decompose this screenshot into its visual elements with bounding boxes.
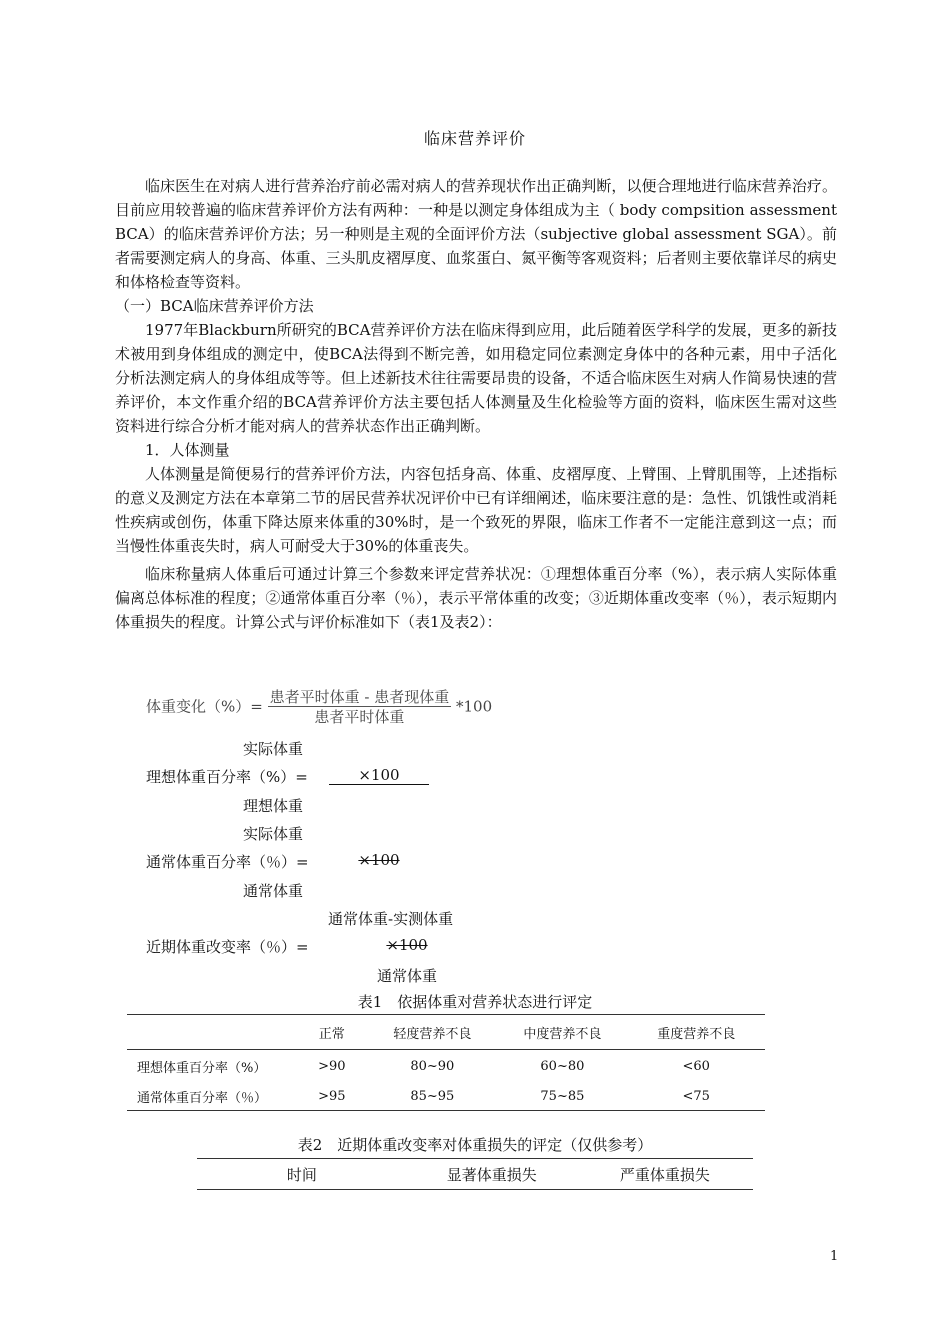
subsection-heading-anthropometry: 1．人体测量 — [145, 441, 230, 459]
section-heading-bca: （一）BCA临床营养评价方法 — [115, 297, 314, 315]
anthropometry-paragraph: 人体测量是简便易行的营养评价方法，内容包括身高、体重、皮褶厚度、上臂围、上臂肌围等，上述指标的意义及测定方法在本章第二节的居民营养状况评价中已有详细阐述，临床要注意的是：急性、饥饿性或消耗性疾病或创伤，体重下降达原来体重的30%时，是一个致死的界限，临床工作者不一定能注意到这一点；而当慢性体重丧失时，病人可耐受大于30%的体重丧失。 — [115, 465, 837, 555]
formula-weight-change-suffix: *100 — [456, 697, 493, 716]
formula-recent-label: 近期体重改变率（％）= — [146, 938, 309, 956]
formula-weight-change-fraction — [268, 688, 452, 727]
table-header-cell: 重度营养不良 — [627, 1015, 765, 1050]
table-header-cell: 严重体重损失 — [619, 1165, 710, 1184]
formula-weight-change — [146, 688, 492, 727]
table-cell: >90 — [318, 1058, 346, 1074]
weight-paragraph: 临床称量病人体重后可通过计算三个参数来评定营养状况：①理想体重百分率（%），表示病人实际体重偏离总体标准的程度；②通常体重百分率（％），表示平常体重的改变；③近期体重改变率（％），表示短期内体重损失的程度。计算公式与评价标准如下（表1及表2）： — [115, 565, 837, 631]
formula-usual-label: 通常体重百分率（％）= — [146, 853, 309, 871]
formula-ideal-label: 理想体重百分率（%）= — [146, 768, 308, 786]
table2-caption: 表2 近期体重改变率对体重损失的评定（仅供参考） — [297, 1136, 653, 1154]
page-number: 1 — [830, 1249, 839, 1264]
table-header-cell: 轻度营养不良 — [367, 1015, 497, 1050]
table-cell: 理想体重百分率（%） — [137, 1060, 267, 1076]
table-cell: 80~90 — [410, 1058, 455, 1074]
table-row — [127, 1082, 765, 1111]
table-cell: 通常体重百分率（％） — [137, 1090, 268, 1106]
table-cell: 75~85 — [540, 1088, 585, 1104]
formula-ideal-bottom: 理想体重 — [243, 797, 304, 815]
table-header-cell: 正常 — [296, 1015, 367, 1050]
table-cell: 60~80 — [540, 1058, 585, 1074]
formula-numerator: 患者平时体重 - 患者现体重 — [269, 688, 450, 706]
formula-recent-top: 通常体重-实测体重 — [328, 910, 454, 928]
formula-usual-multiplier: ×100 — [358, 851, 400, 869]
table-header-row — [127, 1015, 765, 1050]
formula-denominator: 患者平时体重 — [314, 708, 405, 726]
table-cell: <75 — [682, 1088, 710, 1104]
formula-recent-bottom: 通常体重 — [377, 967, 438, 985]
formula-ideal-top: 实际体重 — [243, 740, 304, 758]
bca-paragraph: 1977年Blackburn所研究的BCA营养评价方法在临床得到应用，此后随着医学科学的发展，更多的新技术被用到身体组成的测定中，使BCA法得到不断完善，如用稳定同位素测定身体中的各种元素，用中子活化分析法测定病人的身体组成等等。但上述新技术往往需要昂贵的设备，不适合临床医生对病人作简易快速的营养评价，本文作重介绍的BCA营养评价方法主要包括人体测量及生化检验等方面的资料，临床医生需对这些资料进行综合分析才能对病人的营养状态作出正确判断。 — [115, 321, 837, 435]
table-header-cell: 中度营养不良 — [497, 1015, 627, 1050]
table-header-cell — [127, 1015, 296, 1050]
table-weight-nutrition-status — [127, 1014, 765, 1111]
table-cell: <60 — [682, 1058, 710, 1074]
table-cell: >95 — [318, 1088, 346, 1104]
formula-weight-change-label: 体重变化（%）= — [146, 697, 263, 716]
table-row — [127, 1050, 765, 1083]
page-title: 临床营养评价 — [423, 129, 526, 148]
table-header-cell: 显著体重损失 — [446, 1165, 537, 1184]
formula-usual-bottom: 通常体重 — [243, 882, 304, 900]
table-header-cell: 时间 — [286, 1165, 317, 1184]
intro-paragraph: 临床医生在对病人进行营养治疗前必需对病人的营养现状作出正确判断，以便合理地进行临床营养治疗。目前应用较普遍的临床营养评价方法有两种：一种是以测定身体组成为主（ body compsition assessment BCA）的临床营养评价方法；另一种则是主观的全面评价方法（subjective global assessment SGA）。前者需要测定病人的身高、体重、三头肌皮褶厚度、血浆蛋白、氮平衡等客观资料；后者则主要依靠详尽的病史和体格检查等资料。 — [115, 177, 837, 291]
formula-ideal-multiplier: ×100 — [329, 766, 429, 785]
table1-caption: 表1 依据体重对营养状态进行评定 — [357, 993, 593, 1011]
formula-usual-top: 实际体重 — [243, 825, 304, 843]
formula-recent-multiplier: ×100 — [386, 936, 428, 954]
body-text — [115, 174, 837, 634]
table-header-row — [197, 1159, 753, 1190]
table-recent-weight-loss — [197, 1158, 753, 1190]
table-cell: 85~95 — [410, 1088, 455, 1104]
